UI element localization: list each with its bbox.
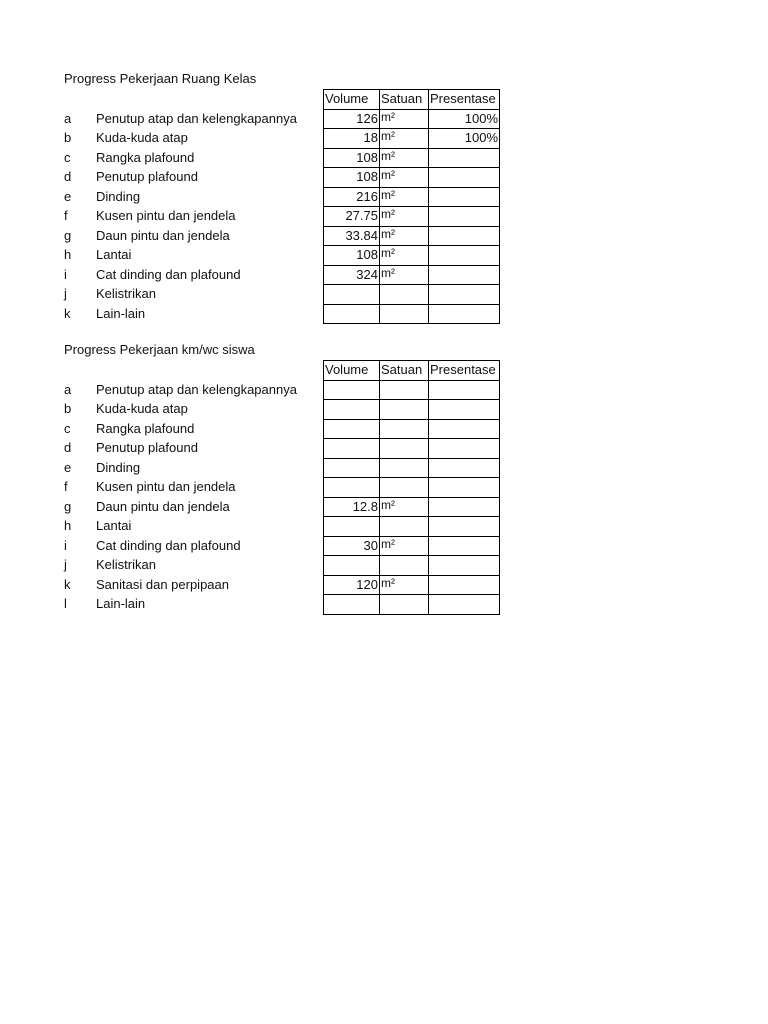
item-letter: j	[64, 557, 67, 572]
item-label: Kusen pintu dan jendela	[96, 208, 236, 223]
table-row	[324, 478, 500, 498]
percent-cell[interactable]	[429, 400, 500, 420]
item-letter: a	[64, 110, 72, 126]
volume-cell[interactable]	[324, 439, 380, 459]
percent-cell[interactable]	[429, 556, 500, 576]
item-label: Dinding	[96, 459, 141, 475]
item-label: Lain-lain	[96, 305, 146, 321]
item-label: Sanitasi dan perpipaan	[96, 576, 229, 592]
item-letter: f	[64, 208, 68, 223]
volume-cell[interactable]: 27.75	[324, 207, 380, 227]
item-letter: k	[64, 576, 71, 592]
table-header-row	[324, 90, 500, 110]
percent-cell[interactable]	[429, 536, 500, 556]
volume-cell[interactable]: 120	[324, 575, 380, 595]
table-row	[324, 265, 500, 285]
item-letter: i	[64, 266, 67, 282]
percent-cell[interactable]	[429, 148, 500, 168]
table-row	[324, 458, 500, 478]
table-row	[324, 536, 500, 556]
volume-cell[interactable]: 33.84	[324, 226, 380, 246]
volume-cell[interactable]: 126	[324, 109, 380, 129]
percent-cell[interactable]: 100%	[429, 109, 500, 129]
table-row	[324, 109, 500, 129]
percent-cell[interactable]	[429, 439, 500, 459]
percent-cell[interactable]	[429, 207, 500, 227]
table-row	[324, 304, 500, 324]
item-letter: c	[64, 420, 71, 436]
item-letter: h	[64, 518, 72, 533]
header-presentase: Presentase	[429, 90, 500, 110]
item-letter: j	[64, 286, 67, 301]
table-row	[324, 556, 500, 576]
item-letter: h	[64, 247, 72, 262]
table-row	[324, 207, 500, 227]
item-letter: g	[64, 227, 72, 243]
item-label: Kuda-kuda atap	[96, 401, 188, 416]
item-letter: g	[64, 498, 72, 514]
volume-cell[interactable]: 324	[324, 265, 380, 285]
progress-table	[323, 360, 500, 615]
item-letter: e	[64, 188, 72, 204]
percent-cell[interactable]	[429, 226, 500, 246]
item-label: Penutup plafound	[96, 169, 198, 184]
table-row	[324, 187, 500, 207]
volume-cell[interactable]	[324, 304, 380, 324]
unit-cell[interactable]	[380, 380, 429, 400]
item-label: Kelistrikan	[96, 286, 156, 301]
percent-cell[interactable]	[429, 458, 500, 478]
item-letter: i	[64, 537, 67, 553]
item-letter: l	[64, 596, 67, 611]
table-row	[324, 400, 500, 420]
volume-cell[interactable]	[324, 285, 380, 305]
unit-cell[interactable]	[380, 517, 429, 537]
item-letter: c	[64, 149, 71, 165]
unit-cell[interactable]	[380, 400, 429, 420]
item-letter: b	[64, 130, 72, 145]
unit-cell[interactable]	[380, 285, 429, 305]
table-row	[324, 497, 500, 517]
table-row	[324, 168, 500, 188]
percent-cell[interactable]	[429, 246, 500, 266]
item-label: Penutup atap dan kelengkapannya	[96, 110, 297, 126]
item-label: Daun pintu dan jendela	[96, 227, 230, 243]
volume-cell[interactable]	[324, 517, 380, 537]
volume-cell[interactable]: 108	[324, 148, 380, 168]
unit-cell[interactable]: m²	[380, 265, 429, 285]
item-letter: d	[64, 440, 72, 455]
item-label: Penutup plafound	[96, 440, 198, 455]
unit-cell[interactable]	[380, 419, 429, 439]
percent-cell[interactable]	[429, 380, 500, 400]
volume-cell[interactable]	[324, 595, 380, 615]
unit-cell[interactable]: m²	[380, 497, 429, 517]
unit-cell[interactable]	[380, 439, 429, 459]
percent-cell[interactable]	[429, 304, 500, 324]
item-letter: f	[64, 479, 68, 494]
progress-table	[323, 89, 500, 324]
unit-cell[interactable]	[380, 304, 429, 324]
percent-cell[interactable]	[429, 478, 500, 498]
table-row	[324, 419, 500, 439]
percent-cell[interactable]	[429, 265, 500, 285]
unit-cell[interactable]	[380, 556, 429, 576]
section-title: Progress Pekerjaan Ruang Kelas	[64, 71, 257, 86]
unit-cell[interactable]	[380, 595, 429, 615]
table-row	[324, 226, 500, 246]
table-row	[324, 439, 500, 459]
percent-cell[interactable]	[429, 497, 500, 517]
header-volume: Volume	[324, 90, 380, 110]
percent-cell[interactable]	[429, 575, 500, 595]
item-letter: k	[64, 305, 71, 321]
header-volume: Volume	[324, 361, 380, 381]
section-title: Progress Pekerjaan km/wc siswa	[64, 342, 255, 357]
volume-cell[interactable]	[324, 556, 380, 576]
unit-cell[interactable]	[380, 458, 429, 478]
unit-cell[interactable]: m²	[380, 246, 429, 266]
unit-cell[interactable]: m²	[380, 109, 429, 129]
volume-cell[interactable]: 216	[324, 187, 380, 207]
volume-cell[interactable]	[324, 458, 380, 478]
item-label: Lain-lain	[96, 596, 146, 611]
volume-cell[interactable]	[324, 478, 380, 498]
volume-cell[interactable]	[324, 380, 380, 400]
table-row	[324, 595, 500, 615]
item-label: Cat dinding dan plafound	[96, 266, 241, 282]
table-row	[324, 129, 500, 149]
unit-cell[interactable]: m²	[380, 129, 429, 149]
percent-cell[interactable]	[429, 595, 500, 615]
item-label: Lantai	[96, 247, 132, 262]
table-row	[324, 575, 500, 595]
percent-cell[interactable]	[429, 419, 500, 439]
percent-cell[interactable]	[429, 168, 500, 188]
unit-cell[interactable]: m²	[380, 168, 429, 188]
item-letter: b	[64, 401, 72, 416]
item-letter: d	[64, 169, 72, 184]
percent-cell[interactable]	[429, 517, 500, 537]
item-label: Rangka plafound	[96, 149, 195, 165]
unit-cell[interactable]: m²	[380, 187, 429, 207]
unit-cell[interactable]: m²	[380, 575, 429, 595]
table-row	[324, 148, 500, 168]
item-letter: e	[64, 459, 72, 475]
item-label: Penutup atap dan kelengkapannya	[96, 381, 297, 397]
item-label: Kusen pintu dan jendela	[96, 479, 236, 494]
header-presentase: Presentase	[429, 361, 500, 381]
volume-cell[interactable]: 108	[324, 246, 380, 266]
volume-cell[interactable]: 108	[324, 168, 380, 188]
table-header-row	[324, 361, 500, 381]
item-label: Daun pintu dan jendela	[96, 498, 230, 514]
item-label: Lantai	[96, 518, 132, 533]
table-row	[324, 517, 500, 537]
percent-cell[interactable]	[429, 285, 500, 305]
percent-cell[interactable]	[429, 187, 500, 207]
volume-cell[interactable]	[324, 419, 380, 439]
volume-cell[interactable]: 12.8	[324, 497, 380, 517]
item-label: Dinding	[96, 188, 141, 204]
item-label: Kelistrikan	[96, 557, 156, 572]
percent-cell[interactable]: 100%	[429, 129, 500, 149]
unit-cell[interactable]: m²	[380, 207, 429, 227]
volume-cell[interactable]: 30	[324, 536, 380, 556]
item-label: Kuda-kuda atap	[96, 130, 188, 145]
unit-cell[interactable]: m²	[380, 226, 429, 246]
unit-cell[interactable]: m²	[380, 536, 429, 556]
item-label: Rangka plafound	[96, 420, 195, 436]
volume-cell[interactable]	[324, 400, 380, 420]
table-row	[324, 380, 500, 400]
item-label: Cat dinding dan plafound	[96, 537, 241, 553]
volume-cell[interactable]: 18	[324, 129, 380, 149]
unit-cell[interactable]	[380, 478, 429, 498]
header-satuan: Satuan	[380, 361, 429, 381]
header-satuan: Satuan	[380, 90, 429, 110]
table-row	[324, 285, 500, 305]
table-row	[324, 246, 500, 266]
unit-cell[interactable]: m²	[380, 148, 429, 168]
item-letter: a	[64, 381, 72, 397]
